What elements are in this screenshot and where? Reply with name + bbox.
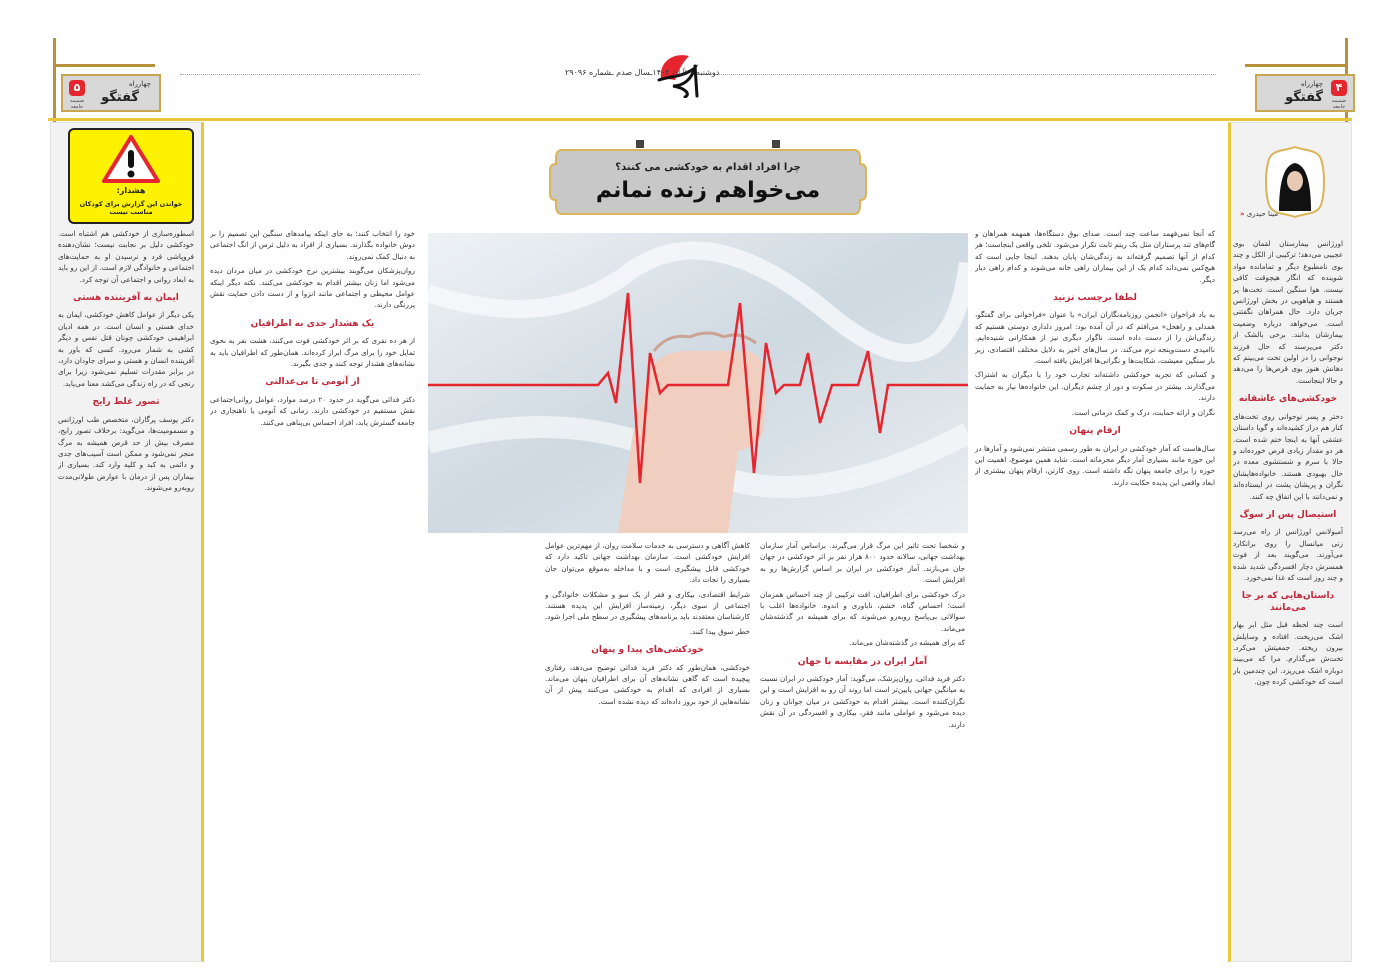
gold-rule — [48, 118, 1352, 121]
paragraph: یکی دیگر از عوامل کاهش خودکشی، ایمان به خدای هستی و انسان است. در همه ادیان ابراهیمی خودکشی چونان قتل نفس و دیگر کشی به شمار می‌رود. کسی که باور به آفریننده انسان و هستی و سرای جاودان دارد، در برابر مقدرات تسلیم نمی‌شود زیرا برای رنجی که در راه زندگی می‌کشد معنا می‌یابد. — [58, 310, 194, 388]
section-kicker: چهارراه — [1300, 80, 1323, 88]
badge-caption: ضمیمه جامعه — [69, 98, 85, 110]
paragraph: آمبولانس اورژانس از راه می‌رسد زنی میانسال را روی برانکارد می‌آورند. می‌گویند بعد از فوت همسرش دچار افسردگی شدید شده و چند روز است که غذا نمی‌خورد. — [1233, 527, 1343, 582]
section-sign-page-4 — [1255, 74, 1355, 112]
paragraph: نگران و ارائه حمایت، درک و کمک درمانی است. — [1071, 407, 1215, 417]
warning-box — [68, 128, 194, 224]
subheading: استیصال پس از سوگ — [1239, 509, 1337, 520]
warning-triangle-icon — [101, 134, 161, 184]
paragraph: خود را انتخاب کنند؛ به جای اینکه پیامدهای سنگین این تصمیم را بر دوش خانواده بگذارند. بسیاری از افراد به دلیل ترس از انگ اجتماعی به دنبال کمک نمی‌روند. — [210, 229, 415, 261]
paragraph: به یاد فراخوان «انجمن روزنامه‌نگاران ایران» با عنوان «فراخوانی برای گفتگو، همدلی و راهحل» می‌افتم که در آن آمده بود: امروز دلداری دوستی هستیم که زندگی‌اش را از دست داده است. ناگوار دیگری نیز از همکارانی شنیده‌ایم. ناامیدی دست‌وپنجه نرم می‌کند. در سال‌های اخیر به دلایل مختلف اقتصادی، زیر بار سنگین معیشت، شکایت‌ها و نگرانی‌ها افزایش یافته است. — [975, 310, 1215, 366]
fist-heartbeat-illustration — [428, 233, 968, 533]
paragraph: خطر سوق پیدا کنند. — [689, 626, 750, 636]
main-photo — [428, 233, 968, 533]
paragraph: سال‌هاست که آمار خودکشی در ایران به طور رسمی منتشر نمی‌شود و آمارها در این حوزه مانند بسیاری آمار دیگر محرمانه است. شاید همین موضوع، اهمیت این حوزه را برای جامعه پنهان نگه داشته است. روی کارتن، ارقام پنهان بیشتری از ابعاد واقعی این پدیده حکایت دارند. — [975, 443, 1215, 487]
article-column-5b — [428, 540, 536, 958]
paragraph: دکتر فرید فدائی، روان‌پزشک، می‌گوید: آمار خودکشی در ایران نسبت به میانگین جهانی پایین‌تر است اما روند آن رو به افزایش است و این نگران‌کننده است. بیشتر اقدام به خودکشی در میان جوانان و زنان دیده می‌شود و عواملی مانند فقر، بیکاری و افسردگی در آن نقش دارند. — [760, 674, 965, 729]
subheading: ارقام پنهان — [1069, 426, 1121, 437]
subheading: ایمان به آفریننده هستی — [73, 293, 179, 304]
paragraph: درک خودکشی برای اطرافیان، افت ترکیبی از چند احساس همزمان است؛ احساس گناه، خشم، ناباوری و اندوه. خانواده‌ها اغلب با سوالاتی بی‌پاسخ روبه‌رو می‌شوند که برای همیشه در گذشته‌شان می‌ماند. — [760, 589, 965, 633]
page-number-badge: ۵ — [69, 80, 85, 96]
paragraph: از هر ده نفری که بر اثر خودکشی فوت می‌کنند، هشت نفر به نحوی تمایل خود را برای مرگ ابراز کرده‌اند. همان‌طور که اطرافیان باید به نشانه‌های هشدار توجه کنند و جدی بگیرند. — [210, 336, 415, 369]
article-column-1 — [1233, 238, 1343, 958]
page-number-badge: ۴ — [1331, 80, 1347, 96]
paragraph: است چند لحظه قبل مثل ابر بهار اشک می‌ریخت. افتاده و وسایلش بیرون ریخته. جمعیتش می‌کرد. تخت‌ش می‌گذارم. مرا که می‌بیند دوباره اشک می‌ریزد. این چندمین بار است که خودکشی کرده چون. — [1233, 620, 1343, 687]
paragraph: اورژانس بیمارستان لقمان بوی عجیبی می‌دهد؛ ترکیبی از الکل و چند بوی نامطبوع دیگر و تمامانده مواد شوینده که انگار هیچوقت کافی نیست. هوا سنگین است. تخت‌ها پر هستند و هیاهویی در بخش اورژانس جریان دارد. حال همراهان نگفتنی است. می‌خواهد درباره وضعیت بیمارشان بدانند. برخی بالشک از دکتر می‌پرسند که حال فرزند نوجوانی را در اولین تخت می‌بینم که دهانش هنوز بوی قرص‌ها را می‌دهد و حالا اینجاست. — [1233, 239, 1343, 385]
masthead-rule — [180, 74, 420, 75]
sign-rod — [53, 64, 155, 67]
article-column-2 — [975, 228, 1215, 958]
warning-text: خواندن این گزارش برای کودکان مناسب نیست — [79, 200, 183, 216]
article-column-5 — [210, 228, 415, 958]
subheading: آمار ایران در مقایسه با جهان — [797, 656, 928, 667]
subheading: لطفا برچسب نزنید — [1053, 293, 1137, 304]
paragraph: اسطوره‌سازی از خودکشی هم اشتباه است. خودکشی دلیل بر نجابت نیست؛ نشان‌دهنده فروپاشی فرد و نرسیدن او به حمایت‌های اجتماعی و خانوادگی لازم است. از این رو باید به ابعاد روانی و اجتماعی آن توجه کرد. — [58, 229, 194, 284]
subheading: از آنومی تا بی‌عدالتی — [265, 377, 360, 388]
headline-title: می‌خواهم زنده نمانم — [595, 178, 821, 203]
dateline: دوشنبه ۲۶آبان ۱۴۰۲ـسال صدم ـشماره ۲۹۰۹۶ — [565, 68, 720, 77]
article-column-4 — [545, 540, 750, 958]
paragraph: روان‌پزشکان می‌گویند بیشترین نرخ خودکشی در میان مردان دیده می‌شود اما زنان بیشتر اقدام به خودکشی می‌کنند. نکته دیگر اینکه عوامل محیطی و اجتماعی مانند انزوا و از دست دادن حمایت نقش پررنگی دارند. — [210, 266, 415, 310]
paragraph: خودکشی، همان‌طور که دکتر فرید فدائی توضیح می‌دهد، رفتاری پیچیده است که گاهی نشانه‌های آن برای اطرافیان پنهان می‌ماند. بسیاری از افرادی که اقدام به خودکشی می‌کنند پیش از آن نشانه‌هایی از خود بروز داده‌اند که دیده نشده است. — [545, 662, 750, 706]
paragraph: دختر و پسر نوجوانی روی تخت‌های کنار هم دراز کشیده‌اند و گویا داستان عشقی آنها به اینجا ختم شده است. هر دو مقدار زیادی قرص خورده‌اند و حالا با سرم و شستشوی معده در حال بهبودی هستند. خانواده‌هایشان نگران و پریشان پشت در ایستاده‌اند و نمی‌دانند با این اتفاق چه کنند. — [1233, 411, 1343, 501]
sign-rod — [1245, 64, 1347, 67]
section-title: گفتگو — [1285, 90, 1323, 105]
subheading: خودکشی‌های پیدا و پنهان — [591, 645, 704, 656]
author-name: مینا حیدری — [1246, 210, 1279, 218]
masthead-rule — [706, 74, 1216, 75]
headline-plaque — [548, 140, 868, 220]
paragraph: و کسانی که تجربه خودکشی داشته‌اند تجارب خود را با دیگران به اشتراک می‌گذارند. بیشتر در سکوت و دور از چشم دیگران. این خانواده‌ها نیاز به حمایت دارند. — [975, 370, 1215, 403]
subheading: خودکشی‌های عاشقانه — [1238, 394, 1338, 405]
article-column-3 — [760, 540, 965, 958]
paragraph: دکتر یوسف‌ پرگاران، متخصص طب اورژانس و مسمومیت‌ها، می‌گوید: برخلاف تصور رایج، مصرف بیش از حد قرص همیشه به مرگ منجر نمی‌شود و ممکن است آسیب‌های جدی و دائمی به کبد و کلیه وارد کند. بسیاری از بیماران پس از درمان با عوارض طولانی‌مدت روبه‌رو می‌شوند. — [58, 414, 194, 493]
paragraph: دکتر فدائی می‌گوید در حدود ۲۰ درصد موارد، عوامل روانی‌اجتماعی نقش مستقیم در خودکشی دارند. زمانی که آنومی یا ناهنجاری در جامعه گسترش یابد، افراد احساس بی‌پناهی می‌کنند. — [210, 394, 415, 427]
section-sign-page-5 — [61, 74, 161, 112]
author-byline — [1240, 210, 1278, 218]
paragraph: و شخصا تحت تاثیر این مرگ قرار می‌گیرند. براساس آمار سازمان بهداشت جهانی، سالانه حدود ۸۰۰ هزار نفر بر اثر خودکشی در جهان جان می‌بازند. آمار خودکشی در ایران بر اساس گزارش‌ها رو به افزایش است. — [760, 541, 965, 585]
author-photo — [1265, 145, 1325, 219]
subheading: یک هشدار جدی به اطرافیان — [250, 318, 375, 329]
headline-kicker: چرا افراد اقدام به خودکشی می کنند؟ — [615, 162, 801, 173]
sign-post — [53, 38, 56, 124]
badge-caption: ضمیمه جامعه — [1331, 98, 1347, 110]
paragraph: کاهش آگاهی و دسترسی به خدمات سلامت روان، از مهم‌ترین عوامل افزایش خودکشی است. سازمان بهداشت جهانی تاکید دارد که خودکشی قابل پیشگیری است و با مداخله به‌موقع می‌توان جان بسیاری را نجات داد. — [545, 541, 750, 585]
subheading: تصور غلط رایج — [92, 397, 160, 408]
article-column-6 — [58, 228, 194, 958]
chevron-left-icon: « — [1240, 210, 1245, 218]
section-title: گفتگو — [101, 90, 139, 105]
paragraph: که برای همیشه در گذشته‌شان می‌ماند. — [848, 638, 965, 648]
subheading: داستان‌هایی که بر جا می‌مانند — [1241, 591, 1335, 613]
section-kicker: چهارراه — [128, 80, 151, 88]
paragraph: شرایط اقتصادی، بیکاری و فقر از یک سو و مشکلات خانوادگی و اجتماعی از سوی دیگر، زمینه‌ساز افزایش این پدیده هستند. کارشناسان معتقدند باید برنامه‌های پیشگیری در سطح ملی اجرا شود. — [545, 589, 750, 622]
paragraph: که آنجا نمی‌فهمد ساعت چند است. صدای بوق دستگاه‌ها، همهمه همراهان و گام‌های تند پرستاران مثل یک ریتم ثابت تکرار می‌شود. تلخی واقعی اینجاست؛ هر کدام از آنها تصمیم گرفته‌اند به زندگی‌شان پایان بدهند. اینجا جایی است که هیچ‌کس نمی‌داند کدام یک از این بیماران راهی خانه می‌شوند و کدام راهی دیار دیگر. — [975, 229, 1215, 284]
warning-label: هشدار: — [116, 186, 146, 195]
